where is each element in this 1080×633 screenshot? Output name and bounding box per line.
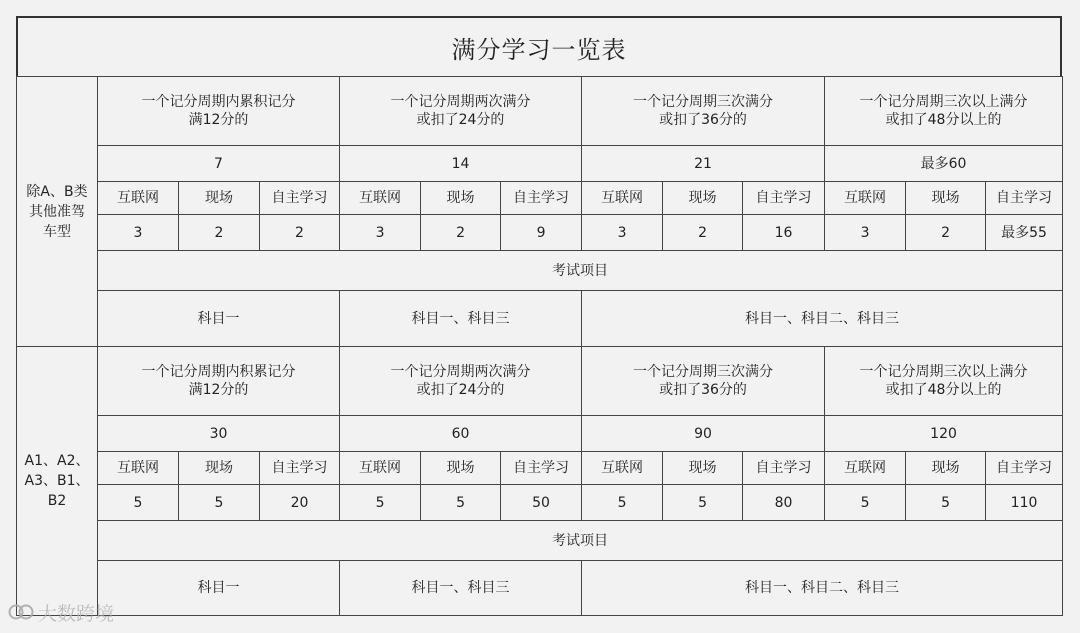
hours-cell: 5 — [906, 485, 986, 521]
hours-cell: 16 — [743, 215, 825, 251]
total-hours-cell: 最多60 — [825, 146, 1063, 182]
hours-cell: 2 — [179, 215, 260, 251]
hours-cell: 3 — [98, 215, 179, 251]
vehicle-type-line: 除A、B类 — [26, 183, 88, 200]
period-header — [98, 347, 340, 416]
table-row — [17, 146, 1063, 182]
hours-cell: 9 — [501, 215, 582, 251]
mode-onsite-label: 现场 — [179, 452, 260, 485]
period-header-line: 一个记分周期两次满分 — [390, 364, 531, 380]
hours-cell: 2 — [663, 215, 743, 251]
exam-subjects-cell: 科目一、科目二、科目三 — [582, 291, 1063, 347]
total-hours-cell: 90 — [582, 416, 825, 452]
exam-items-header: 考试项目 — [98, 251, 1063, 291]
mode-self-label: 自主学习 — [501, 452, 582, 485]
hours-cell: 3 — [582, 215, 663, 251]
exam-items-header: 考试项目 — [98, 521, 1063, 561]
vehicle-type-line: A3、B1、 — [24, 473, 90, 489]
period-header-line: 或扣了48分以上的 — [885, 382, 1002, 398]
table-row — [17, 77, 1063, 146]
mode-internet-label: 互联网 — [825, 452, 906, 485]
period-header-line: 一个记分周期三次满分 — [633, 364, 774, 380]
mode-onsite-label: 现场 — [663, 452, 743, 485]
hours-cell: 最多55 — [986, 215, 1063, 251]
table-row — [17, 215, 1063, 251]
hours-cell: 5 — [825, 485, 906, 521]
mode-internet-label: 互联网 — [98, 452, 179, 485]
total-hours-cell: 60 — [340, 416, 582, 452]
exam-subjects-cell: 科目一、科目二、科目三 — [582, 561, 1063, 616]
period-header — [825, 77, 1063, 146]
total-hours-cell: 30 — [98, 416, 340, 452]
table-row — [17, 485, 1063, 521]
period-header — [340, 77, 582, 146]
exam-subjects-cell: 科目一、科目三 — [340, 561, 582, 616]
mode-self-label: 自主学习 — [986, 182, 1063, 215]
hours-cell: 5 — [421, 485, 501, 521]
mode-internet-label: 互联网 — [340, 452, 421, 485]
vehicle-type-line: A1、A2、 — [24, 453, 90, 469]
mode-internet-label: 互联网 — [582, 452, 663, 485]
period-header-line: 一个记分周期两次满分 — [390, 94, 531, 110]
period-header-line: 或扣了24分的 — [416, 382, 505, 398]
vehicle-type-cell — [17, 77, 98, 347]
table-row — [17, 347, 1063, 416]
mode-internet-label: 互联网 — [98, 182, 179, 215]
hours-cell: 5 — [98, 485, 179, 521]
vehicle-type-line: B2 — [47, 493, 67, 509]
period-header — [340, 347, 582, 416]
period-header-line: 或扣了36分的 — [659, 112, 747, 128]
period-header-line: 一个记分周期三次以上满分 — [859, 364, 1028, 380]
watermark-text: 大数跨境 — [38, 602, 115, 625]
mode-internet-label: 互联网 — [340, 182, 421, 215]
mode-self-label: 自主学习 — [260, 452, 340, 485]
hours-cell: 3 — [825, 215, 906, 251]
table-row — [17, 416, 1063, 452]
mode-onsite-label: 现场 — [906, 182, 986, 215]
mode-self-label: 自主学习 — [986, 452, 1063, 485]
watermark-logo-icon — [8, 601, 34, 623]
period-header — [582, 77, 825, 146]
period-header — [98, 77, 340, 146]
total-hours-cell: 7 — [98, 146, 340, 182]
hours-cell: 5 — [663, 485, 743, 521]
period-header-line: 一个记分周期内积累记分 — [141, 364, 296, 380]
hours-cell: 5 — [582, 485, 663, 521]
table-row — [17, 182, 1063, 215]
period-header-line: 一个记分周期内累积记分 — [141, 94, 296, 110]
hours-cell: 80 — [743, 485, 825, 521]
mode-self-label: 自主学习 — [501, 182, 582, 215]
total-hours-cell: 21 — [582, 146, 825, 182]
full-score-study-table — [16, 76, 1063, 616]
total-hours-cell: 14 — [340, 146, 582, 182]
period-header-line: 一个记分周期三次满分 — [633, 94, 774, 110]
mode-internet-label: 互联网 — [825, 182, 906, 215]
period-header-line: 或扣了24分的 — [416, 112, 505, 128]
period-header-line: 满12分的 — [188, 112, 249, 128]
exam-subjects-cell: 科目一、科目三 — [340, 291, 582, 347]
watermark — [8, 598, 148, 626]
period-header-line: 满12分的 — [188, 382, 249, 398]
table-row — [17, 452, 1063, 485]
table-row — [17, 521, 1063, 561]
table-row — [17, 251, 1063, 291]
exam-subjects-cell: 科目一 — [98, 291, 340, 347]
mode-self-label: 自主学习 — [743, 452, 825, 485]
hours-cell: 50 — [501, 485, 582, 521]
period-header-line: 一个记分周期三次以上满分 — [859, 94, 1028, 110]
hours-cell: 2 — [260, 215, 340, 251]
mode-onsite-label: 现场 — [179, 182, 260, 215]
mode-onsite-label: 现场 — [663, 182, 743, 215]
hours-cell: 3 — [340, 215, 421, 251]
mode-internet-label: 互联网 — [582, 182, 663, 215]
vehicle-type-cell — [17, 347, 98, 616]
total-hours-cell: 120 — [825, 416, 1063, 452]
mode-onsite-label: 现场 — [906, 452, 986, 485]
period-header — [582, 347, 825, 416]
table-row — [17, 291, 1063, 347]
hours-cell: 5 — [179, 485, 260, 521]
mode-onsite-label: 现场 — [421, 452, 501, 485]
hours-cell: 2 — [906, 215, 986, 251]
mode-self-label: 自主学习 — [743, 182, 825, 215]
mode-self-label: 自主学习 — [260, 182, 340, 215]
vehicle-type-line: 其他准驾 — [29, 203, 85, 220]
mode-onsite-label: 现场 — [421, 182, 501, 215]
hours-cell: 2 — [421, 215, 501, 251]
exam-subjects-cell: 科目一 — [98, 561, 340, 616]
hours-cell: 20 — [260, 485, 340, 521]
period-header — [825, 347, 1063, 416]
period-header-line: 或扣了36分的 — [659, 382, 747, 398]
vehicle-type-line: 车型 — [43, 223, 71, 240]
table-row — [17, 561, 1063, 616]
period-header-line: 或扣了48分以上的 — [885, 112, 1002, 128]
table-title: 满分学习一览表 — [16, 16, 1062, 76]
hours-cell: 110 — [986, 485, 1063, 521]
hours-cell: 5 — [340, 485, 421, 521]
